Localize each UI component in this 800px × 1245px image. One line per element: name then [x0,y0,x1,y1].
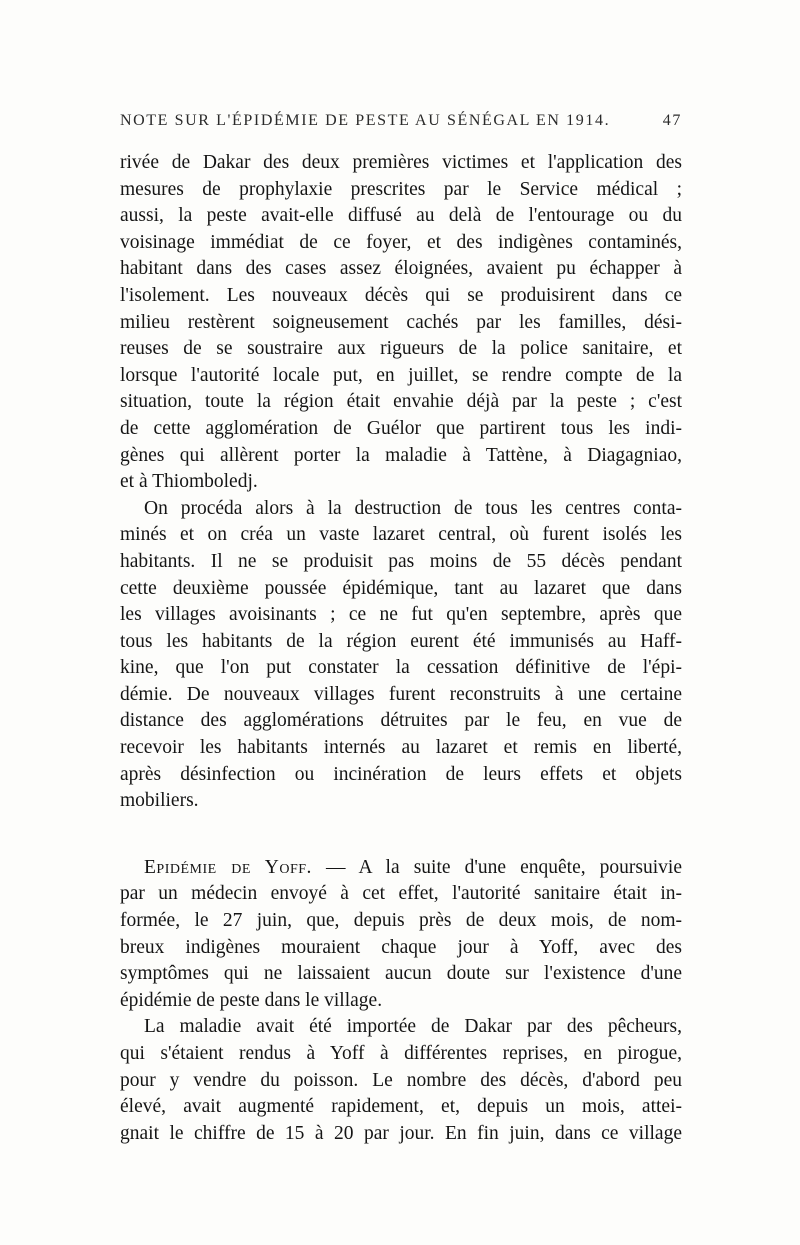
text-line: pour y vendre du poisson. Le nombre des décès, d'abord peu [120,1069,682,1091]
text-line: voisinage immédiat de ce foyer, et des indigènes contaminés, [120,231,682,253]
text-line: épidémie de peste dans le village. [120,989,383,1011]
heading-line-text: A la suite d'une enquête, poursuivie [358,856,682,878]
text-line: rivée de Dakar des deux premières victimes et l'application des [120,152,682,173]
text-line: l'isolement. Les nouveaux décès qui se produisirent dans ce [120,284,682,306]
text-line: gènes qui allèrent porter la maladie à Tattène, à Diagagniao, [120,444,682,466]
text-line: mesures de prophylaxie prescrites par le Service médical ; [120,178,682,200]
section-spacer [120,815,682,855]
text-line: kine, que l'on put constater la cessation définitive de l'épi- [120,657,682,679]
text-line: symptômes qui ne laissaient aucun doute sur l'existence d'une [120,963,682,985]
section-yoff [120,855,682,1015]
text-line: après désinfection ou incinération de leurs effets et objets [120,763,682,785]
section-heading: Epidémie de Yoff. [144,856,312,878]
paragraph-continuation [120,150,682,496]
text-line: breux indigènes mouraient chaque jour à Yoff, avec des [120,936,682,958]
page-number: 47 [662,112,682,129]
body-text [120,150,682,1147]
text-line: cette deuxième poussée épidémique, tant au lazaret que dans [120,577,682,599]
running-title: NOTE SUR L'ÉPIDÉMIE DE PESTE AU SÉNÉGAL EN 1914. [120,112,611,129]
text-line: On procéda alors à la destruction de tous les centres conta- [144,497,682,519]
text-line: formée, le 27 juin, que, depuis près de deux mois, de nom- [120,910,682,932]
text-line: minés et on créa un vaste lazaret central, où furent isolés les [120,524,682,546]
heading-dash: — [311,856,359,878]
text-line: et à Thiomboledj. [120,471,258,493]
text-line: démie. De nouveaux villages furent reconstruits à une certaine [120,683,682,705]
text-line: milieu restèrent soigneusement cachés par les familles, dési- [120,311,682,333]
text-line: distance des agglomérations détruites par le feu, en vue de [120,710,682,732]
text-line: lorsque l'autorité locale put, en juillet, se rendre compte de la [120,364,682,386]
text-line: les villages avoisinants ; ce ne fut qu'en septembre, après que [120,604,682,626]
text-line: La maladie avait été importée de Dakar par des pêcheurs, [144,1016,682,1038]
text-line: mobiliers. [120,790,199,812]
text-line: tous les habitants de la région eurent été immunisés au Haff- [120,630,682,652]
text-line: qui s'étaient rendus à Yoff à différentes reprises, en pirogue, [120,1043,682,1064]
text-line: situation, toute la région était envahie déjà par la peste ; c'est [120,391,682,413]
running-header [120,112,682,136]
paragraph-pecheurs [120,1014,682,1147]
text-line: reuses de se soustraire aux rigueurs de la police sanitaire, et [120,338,682,360]
text-line: habitants. Il ne se produisit pas moins de 55 décès pendant [120,550,682,572]
text-line: par un médecin envoyé à cet effet, l'autorité sanitaire était in- [120,883,682,905]
text-line: gnait le chiffre de 15 à 20 par jour. En fin juin, dans ce village [120,1122,682,1144]
text-line: recevoir les habitants internés au lazaret et remis en liberté, [120,737,682,759]
text-line: élevé, avait augmenté rapidement, et, depuis un mois, attei- [120,1096,682,1118]
text-line: aussi, la peste avait-elle diffusé au delà de l'entourage ou du [120,205,682,227]
paragraph-lazaret [120,496,682,815]
text-line [120,855,682,882]
text-line: habitant dans des cases assez éloignées, avaient pu échapper à [120,258,682,280]
text-line: de cette agglomération de Guélor que partirent tous les indi- [120,417,682,439]
